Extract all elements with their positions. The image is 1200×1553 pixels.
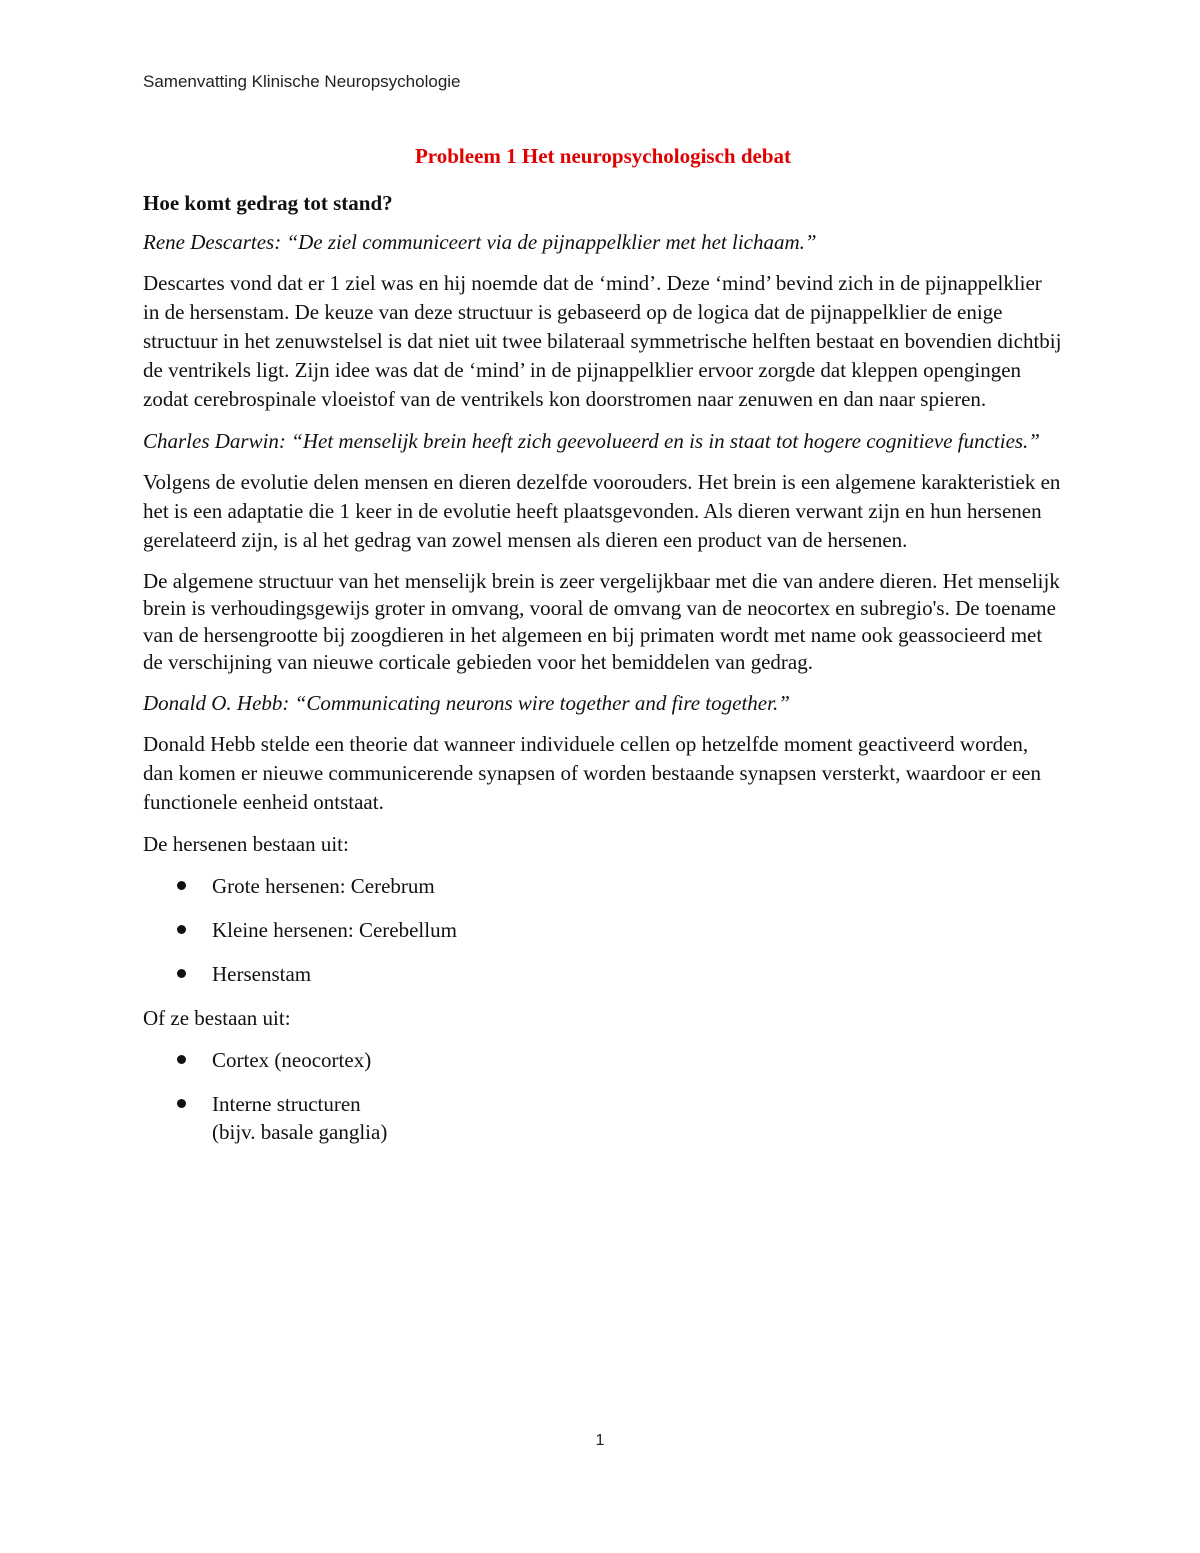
list-item-text: Interne structuren — [212, 1092, 361, 1116]
list-item — [143, 1090, 1063, 1146]
running-header: Samenvatting Klinische Neuropsychologie — [143, 72, 461, 91]
section-question: Hoe komt gedrag tot stand? — [143, 191, 393, 215]
bullet-list-structures — [143, 1046, 1063, 1146]
bullet-list-brain-parts — [143, 872, 1063, 988]
document-body — [143, 142, 1063, 1162]
list-item — [143, 916, 1063, 944]
bullet-icon — [177, 969, 186, 978]
paragraph-darwin-1: Volgens de evolutie delen mensen en dieren dezelfde voorouders. Het brein is een algemene karakteristiek en het is een adaptatie die 1 keer in de evolutie heeft plaatsgevonden. Als dieren verwant zijn en hun hersenen gerelateerd zijn, is al het gedrag van zowel mensen als dieren een product van de hersenen. — [143, 470, 1061, 552]
list-intro-brain-parts: De hersenen bestaan uit: — [143, 832, 349, 856]
list-item — [143, 872, 1063, 900]
list-item — [143, 1046, 1063, 1074]
document-title: Probleem 1 Het neuropsychologisch debat — [414, 144, 792, 168]
list-item-text: Kleine hersenen: Cerebellum — [212, 918, 457, 942]
list-item-text: Grote hersenen: Cerebrum — [212, 874, 435, 898]
bullet-icon — [177, 1055, 186, 1064]
quote-darwin: Charles Darwin: “Het menselijk brein heeft zich geevolueerd en is in staat tot hogere cognitieve functies.” — [143, 429, 1040, 453]
paragraph-darwin-2: De algemene structuur van het menselijk brein is zeer vergelijkbaar met die van andere dieren. Het menselijk brein is verhoudingsgewijs groter in omvang, vooral de omvang van de neocortex en subregio's. De toename van de hersengrootte bij zoogdieren in het algemeen en bij primaten wordt met name ook geassocieerd met de verschijning van nieuwe corticale gebieden voor het bemiddelen van gedrag. — [143, 569, 1060, 674]
paragraph-descartes: Descartes vond dat er 1 ziel was en hij noemde dat de ‘mind’. Deze ‘mind’ bevind zich in de pijnappelklier in de hersenstam. De keuze van deze structuur is gebaseerd op de logica dat de pijnappelklier de enige structuur in het zenuwstelsel is dat niet uit twee bilateraal symmetrische helften bestaat en bovendien dichtbij de ventrikels ligt. Zijn idee was dat de ‘mind’ in de pijnappelklier ervoor zorgde dat kleppen opengingen zodat cerebrospinale vloeistof van de ventrikels kon doorstromen naar zenuwen en dan naar spieren. — [143, 271, 1062, 411]
quote-hebb: Donald O. Hebb: “Communicating neurons wire together and fire together.” — [143, 691, 790, 715]
bullet-icon — [177, 925, 186, 934]
list-item-text: Hersenstam — [212, 962, 312, 986]
list-item-text: Cortex (neocortex) — [212, 1048, 372, 1072]
list-item — [143, 960, 1063, 988]
paragraph-hebb: Donald Hebb stelde een theorie dat wanneer individuele cellen op hetzelfde moment geactiveerd worden, dan komen er nieuwe communicerende synapsen of worden bestaande synapsen versterkt, waardoor er een functionele eenheid ontstaat. — [143, 732, 1041, 814]
list-item-text-continued: (bijv. basale ganglia) — [212, 1120, 388, 1144]
quote-descartes: Rene Descartes: “De ziel communiceert via de pijnappelklier met het lichaam.” — [143, 230, 817, 254]
page-number: 1 — [595, 1432, 605, 1449]
bullet-icon — [177, 1099, 186, 1108]
list-intro-structures: Of ze bestaan uit: — [143, 1006, 291, 1030]
bullet-icon — [177, 881, 186, 890]
